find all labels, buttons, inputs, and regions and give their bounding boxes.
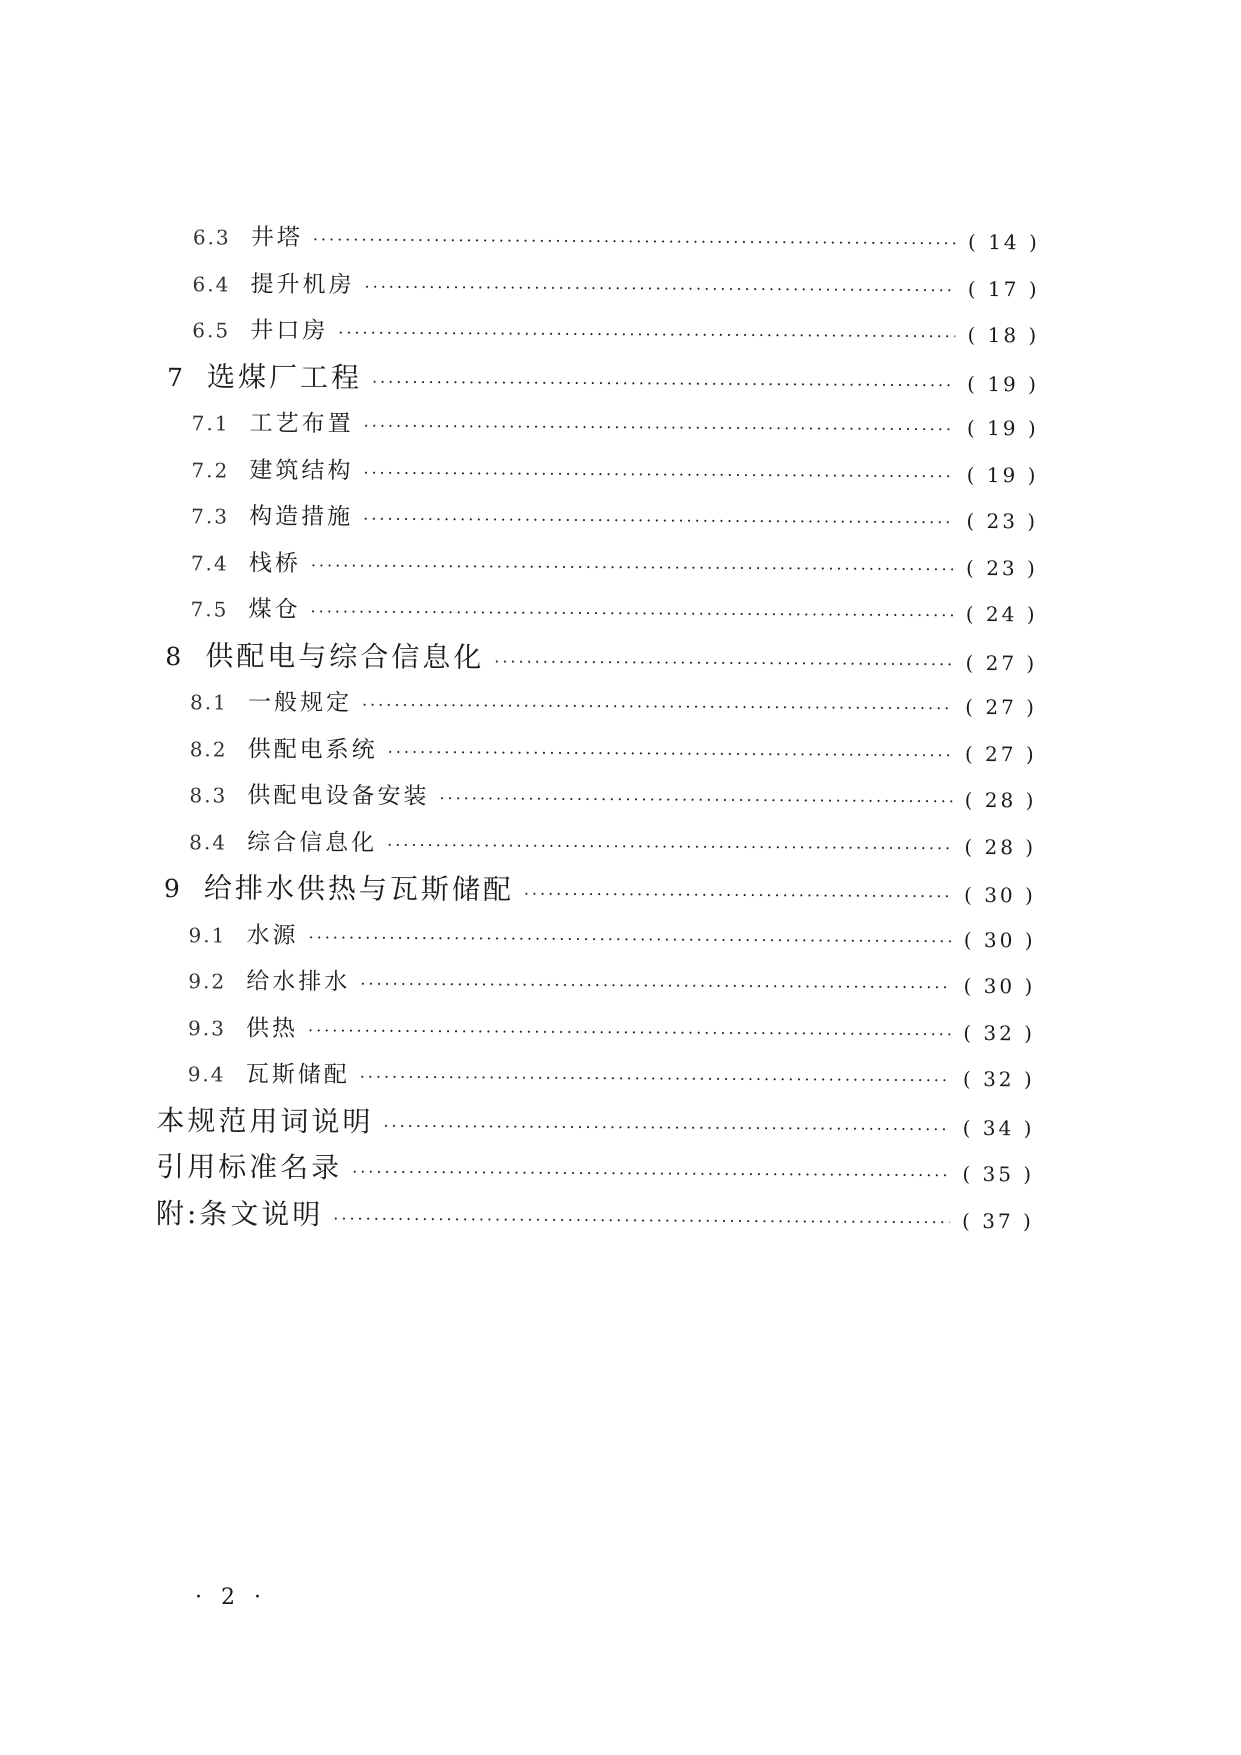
toc-entry[interactable] [159,400,1039,452]
toc-entry-title: 瓦斯储配 [245,1061,350,1089]
toc-chapter-title: 给排水供热与瓦斯储配 [203,871,514,907]
toc-entry-number: 6.4 [192,271,231,296]
dot-leader [439,776,952,826]
dot-leader [362,682,953,732]
toc-entry-number: 9.4 [187,1062,226,1087]
toc-chapter-title: 供配电与综合信息化 [205,638,485,674]
toc-entry[interactable] [156,818,1036,870]
toc-entry-page: ( 24 ) [965,601,1038,627]
toc-entry-page: ( 37 ) [962,1208,1034,1233]
toc-appendix-title: 引用标准名录 [156,1149,343,1185]
toc-entry-page: ( 23 ) [966,555,1038,580]
toc-entry-page: ( 17 ) [967,276,1040,301]
toc-entry[interactable] [157,679,1037,731]
toc-entry-page: ( 19 ) [966,462,1039,487]
toc-entry-number: 8.1 [189,690,228,715]
dot-leader [308,1007,951,1057]
toc-entry-title: 构造措施 [249,503,354,531]
toc-entry-title: 供配电设备安装 [247,782,430,810]
toc-entry-page: ( 28 ) [964,834,1037,859]
toc-entry[interactable] [157,586,1037,638]
toc-entry-number: 9.3 [187,1015,226,1040]
toc-entry[interactable] [155,1004,1035,1056]
toc-entry-number: 9.2 [188,969,227,994]
toc-entry-page: ( 19 ) [966,415,1039,441]
toc-chapter-number: 7 [166,362,185,392]
toc-entry-title: 供配电系统 [247,736,378,763]
toc-appendix-title: 附:条文说明 [155,1196,324,1231]
toc-entry[interactable] [158,539,1038,591]
dot-leader [360,961,951,1011]
toc-entry[interactable] [155,911,1035,963]
toc-entry-number: 9.1 [188,922,227,947]
dot-leader [387,822,952,872]
toc-entry[interactable] [157,725,1037,777]
toc-entry[interactable] [155,1051,1035,1103]
toc-entry-page: ( 28 ) [964,787,1037,813]
toc-entry-number: 7.3 [191,504,230,529]
toc-entry-page: ( 27 ) [965,694,1038,720]
toc-appendix[interactable] [154,1097,1034,1149]
toc-entry-title: 井塔 [250,224,303,251]
toc-entry-title: 一般规定 [247,689,353,717]
dot-leader [311,542,954,592]
toc-entry-title: 建筑结构 [249,457,354,484]
toc-entry-title: 煤仓 [248,596,301,623]
toc-entry-number: 8.3 [189,783,228,808]
toc-entry-number: 8.4 [189,829,228,854]
toc-entry-number: 6.5 [192,318,231,343]
toc-entry-number: 7.4 [190,550,229,575]
toc-chapter[interactable] [157,632,1037,684]
toc-chapter-number: 9 [163,874,182,904]
dot-leader [333,1196,950,1246]
toc-entry-number: 8.2 [189,736,228,761]
toc-entry-number: 7.5 [190,597,229,622]
dot-leader [363,496,954,546]
page-number: · 2 · [195,1585,267,1610]
table-of-contents [154,214,1040,1242]
toc-entry-title: 井口房 [250,317,329,345]
dot-leader [338,310,955,360]
toc-chapter-number: 8 [165,641,184,671]
toc-entry[interactable] [158,446,1038,498]
dot-leader [383,1103,950,1153]
toc-entry[interactable] [160,214,1040,266]
toc-chapter-title: 选煤厂工程 [206,359,363,394]
dot-leader [360,1054,951,1104]
toc-entry-page: ( 32 ) [963,1020,1036,1045]
toc-entry-page: ( 18 ) [967,322,1040,348]
toc-entry[interactable] [155,958,1035,1010]
dot-leader [388,729,953,779]
dot-leader [363,450,954,500]
toc-entry[interactable] [156,772,1036,824]
toc-entry-title: 水源 [246,922,299,949]
dot-leader [372,359,955,409]
toc-entry-title: 供热 [245,1015,299,1042]
toc-entry-number: 6.3 [192,225,231,250]
dot-leader [313,217,956,267]
toc-entry-page: ( 30 ) [963,973,1036,999]
toc-appendix[interactable] [154,1190,1034,1242]
toc-entry-page: ( 35 ) [962,1161,1035,1187]
toc-entry[interactable] [159,307,1039,359]
toc-entry-title: 提升机房 [250,271,355,298]
toc-entry-number: 7.1 [191,411,230,436]
toc-entry-page: ( 30 ) [964,882,1036,908]
toc-entry[interactable] [159,260,1039,312]
dot-leader [364,264,955,314]
toc-entry-page: ( 14 ) [967,229,1040,255]
toc-entry-title: 工艺布置 [249,410,354,438]
dot-leader [308,914,951,964]
toc-entry-page: ( 19 ) [967,371,1040,396]
toc-chapter[interactable] [156,865,1036,917]
dot-leader [494,639,953,688]
dot-leader [524,871,952,920]
toc-entry[interactable] [158,493,1038,545]
toc-entry-title: 给水排水 [246,968,351,996]
dot-leader [364,403,955,453]
toc-entry-number: 7.2 [191,457,230,482]
toc-entry-page: ( 27 ) [965,650,1038,675]
toc-entry-page: ( 23 ) [966,508,1039,534]
toc-appendix-title: 本规范用词说明 [156,1103,374,1138]
dot-leader [352,1149,950,1199]
toc-entry-page: ( 32 ) [962,1066,1035,1092]
toc-entry-title: 栈桥 [248,550,301,577]
toc-entry-page: ( 30 ) [963,927,1036,952]
dot-leader [310,589,953,639]
toc-entry-page: ( 34 ) [962,1115,1035,1140]
toc-entry-title: 综合信息化 [247,829,378,856]
toc-appendix[interactable] [154,1144,1034,1196]
toc-chapter[interactable] [159,353,1039,405]
toc-entry-page: ( 27 ) [964,741,1037,766]
